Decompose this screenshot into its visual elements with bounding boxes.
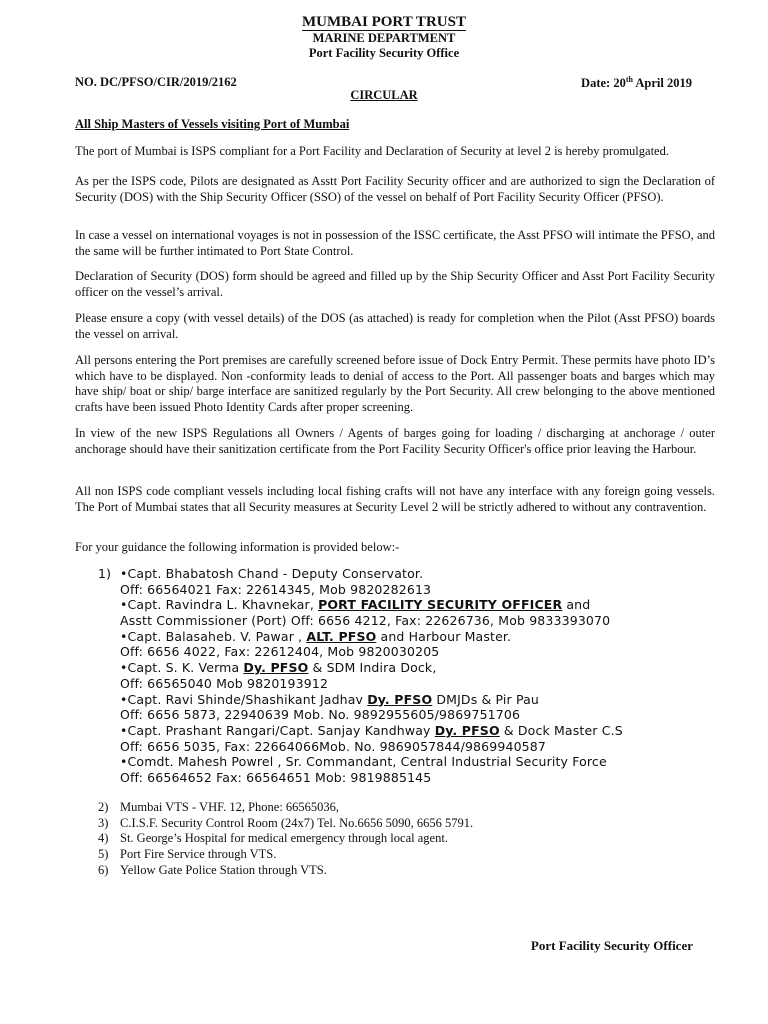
list-item bbox=[98, 816, 473, 832]
department-heading: MARINE DEPARTMENT bbox=[312, 31, 456, 45]
list-text: Yellow Gate Police Station through VTS. bbox=[120, 862, 327, 877]
list-number: 3) bbox=[98, 815, 109, 830]
list-number: 2) bbox=[98, 800, 109, 814]
contact-line bbox=[120, 770, 720, 786]
contact-text: Off: 6656 4022, Fax: 22612404, Mob 9820030205 bbox=[120, 644, 440, 660]
contact-text: and Harbour Master. bbox=[376, 628, 512, 644]
list-number: 6) bbox=[98, 862, 109, 877]
circular-date: Date: 20th April 2019 bbox=[581, 75, 692, 91]
info-list bbox=[98, 800, 473, 879]
contact-text: & Dock Master C.S bbox=[499, 722, 623, 738]
list-item bbox=[98, 831, 473, 847]
list-number: 1) bbox=[98, 566, 112, 581]
contact-text: •Comdt. Mahesh Powrel , Sr. Commandant, Central Industrial Security Force bbox=[120, 754, 607, 770]
contact-line bbox=[120, 754, 720, 770]
org-heading: MUMBAI PORT TRUST bbox=[302, 14, 466, 30]
list-number: 4) bbox=[98, 831, 109, 846]
contact-line bbox=[120, 597, 720, 613]
contact-line bbox=[120, 739, 720, 755]
circular-number: NO. DC/PFSO/CIR/2019/2162 bbox=[75, 75, 237, 89]
paragraph: As per the ISPS code, Pilots are designated as Asstt Port Facility Security officer and are authorized to sign the Declaration of Security (DOS) with the Ship Security Officer (SSO) of the vessel on behalf of Port Facility Security Officer (PFSO). bbox=[75, 174, 715, 204]
contact-text: Off: 66564652 Fax: 66564651 Mob: 9819885145 bbox=[120, 769, 432, 785]
contact-text: •Capt. Prashant Rangari/Capt. Sanjay Kandhway bbox=[120, 722, 435, 738]
contact-line bbox=[120, 613, 720, 629]
paragraph: Please ensure a copy (with vessel details) of the DOS (as attached) is ready for completion when the Pilot (Asst PFSO) boards the vessel on arrival. bbox=[75, 311, 715, 341]
office-heading: Port Facility Security Office bbox=[308, 46, 460, 60]
paragraph: In case a vessel on international voyages is not in possession of the ISSC certificate, the Asst PFSO will intimate the PFSO, and the same will be further intimated to Port State Control. bbox=[75, 228, 715, 258]
contact-line bbox=[120, 692, 720, 708]
signature: Port Facility Security Officer bbox=[530, 938, 693, 953]
list-text: St. George’s Hospital for medical emergency through local agent. bbox=[120, 831, 448, 846]
list-text: Mumbai VTS - VHF. 12, Phone: 66565036, bbox=[120, 800, 340, 814]
contact-text: •Capt. Balasaheb. V. Pawar , bbox=[120, 628, 307, 644]
contact-text: & SDM Indira Dock, bbox=[308, 660, 437, 676]
list-item bbox=[98, 847, 473, 863]
paragraph: The port of Mumbai is ISPS compliant for a Port Facility and Declaration of Security at level 2 is hereby promulgated. bbox=[75, 144, 669, 158]
contact-text: DMJDs & Pir Pau bbox=[432, 691, 539, 707]
paragraph: For your guidance the following information is provided below:- bbox=[75, 540, 400, 554]
list-number: 5) bbox=[98, 847, 109, 862]
contact-text: Off: 6656 5873, 22940639 Mob. No. 9892955605/9869751706 bbox=[120, 707, 521, 723]
paragraph: All non ISPS code compliant vessels including local fishing crafts will not have any interface with any foreign going vessels. The Port of Mumbai states that all Security measures at Security Level 2 will be strictly adhered to without any contravention. bbox=[75, 484, 715, 514]
contact-line bbox=[120, 629, 720, 645]
contact-role: Dy. PFSO bbox=[434, 722, 500, 738]
contact-text: Asstt Commissioner (Port) Off: 6656 4212, Fax: 22626736, Mob 9833393070 bbox=[120, 613, 611, 629]
contact-role: Dy. PFSO bbox=[367, 691, 433, 707]
contact-text: •Capt. Bhabatosh Chand - Deputy Conservator. bbox=[120, 566, 424, 581]
paragraph: In view of the new ISPS Regulations all Owners / Agents of barges going for loading / discharging at anchorage / outer anchorage should have their sanitization certificate from the Port Facility Security Officer's office prior leaving the Harbour. bbox=[75, 426, 715, 456]
contact-role: PORT FACILITY SECURITY OFFICER bbox=[318, 597, 563, 613]
contact-line bbox=[120, 676, 720, 692]
paragraph: All persons entering the Port premises are carefully screened before issue of Dock Entry Permit. These permits have photo ID’s which have to be displayed. Non -conformity leads to denial of access to the Port. All passenger boats and barges which may have ship/ boat or ship/ barge interface are sanitized regularly by the Port Security. All crew belonging to the above mentioned crafts have been issued Photo Identity Cards after proper screening. bbox=[75, 353, 715, 414]
contact-line bbox=[120, 566, 720, 582]
contact-role: ALT. PFSO bbox=[306, 628, 377, 644]
contact-text: Off: 66565040 Mob 9820193912 bbox=[120, 675, 329, 691]
contact-line bbox=[120, 582, 720, 598]
list-item bbox=[98, 863, 473, 879]
contact-text: •Capt. S. K. Verma bbox=[120, 660, 244, 676]
contact-text: Off: 66564021 Fax: 22614345, Mob 9820282613 bbox=[120, 581, 432, 597]
contact-text: and bbox=[562, 597, 591, 613]
contact-text: Off: 6656 5035, Fax: 22664066Mob. No. 9869057844/9869940587 bbox=[120, 738, 546, 754]
contact-text: •Capt. Ravindra L. Khavnekar, bbox=[120, 597, 319, 613]
circular-title: CIRCULAR bbox=[350, 88, 418, 102]
contact-line bbox=[120, 707, 720, 723]
contact-line bbox=[120, 644, 720, 660]
contact-block bbox=[120, 566, 720, 786]
paragraph: Declaration of Security (DOS) form should be agreed and filled up by the Ship Security Officer and Asst Port Facility Security officer on the vessel’s arrival. bbox=[75, 269, 715, 299]
list-text: C.I.S.F. Security Control Room (24x7) Tel. No.6656 5090, 6656 5791. bbox=[120, 815, 474, 830]
list-item bbox=[98, 800, 473, 816]
contact-text: •Capt. Ravi Shinde/Shashikant Jadhav bbox=[120, 691, 368, 707]
contact-line bbox=[120, 660, 720, 676]
list-text: Port Fire Service through VTS. bbox=[120, 847, 277, 862]
contact-role: Dy. PFSO bbox=[243, 660, 309, 676]
contact-line bbox=[120, 723, 720, 739]
addressee: All Ship Masters of Vessels visiting Port of Mumbai bbox=[75, 117, 350, 131]
